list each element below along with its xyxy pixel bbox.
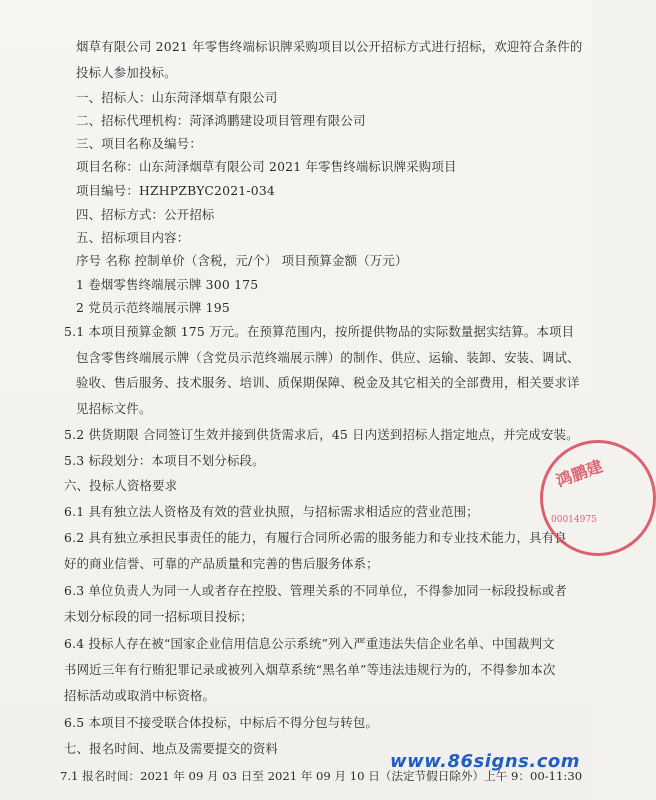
paragraph-line: 验收、售后服务、技术服务、培训、质保期保障、税金及其它相关的全部费用，相关要求详	[76, 375, 580, 390]
table-row: 2 党员示范终端展示牌 195	[76, 300, 230, 315]
paragraph-line: 6.2 具有独立承担民事责任的能力，有履行合同所必需的服务能力和专业技术能力，具有良	[64, 530, 567, 545]
paragraph-line: 未划分标段的同一招标项目投标；	[64, 609, 253, 624]
paragraph-line: 5.2 供货期限 合同签订生效并接到供货需求后，45 日内送到招标人指定地点，并完成安装。	[64, 427, 579, 442]
paragraph-line: 5.1 本项目预算金额 175 万元。在预算范围内，按所提供物品的实际数量据实结算。本项目	[64, 324, 575, 339]
section-heading: 一、招标人：山东菏泽烟草有限公司	[76, 90, 278, 105]
paragraph-line: 包含零售终端展示牌（含党员示范终端展示牌）的制作、供应、运输、装卸、安装、调试、	[76, 350, 580, 365]
seal-code: 00014975	[551, 515, 597, 525]
table-row: 1 卷烟零售终端展示牌 300 175	[76, 277, 259, 292]
paragraph-line: 项目名称：山东菏泽烟草有限公司 2021 年零售终端标识牌采购项目	[76, 159, 457, 174]
section-heading: 七、报名时间、地点及需要提交的资料	[64, 741, 279, 756]
paragraph-line: 招标活动或取消中标资格。	[64, 688, 216, 703]
table-header-row: 序号 名称 控制单价（含税，元/个） 项目预算金额（万元）	[76, 253, 408, 268]
paragraph-line: 书网近三年有行贿犯罪记录或被列入烟草系统“黑名单”等违法违规行为的，不得参加本次	[64, 662, 556, 677]
paragraph-line: 6.1 具有独立法人资格及有效的营业执照，与招标需求相适应的营业范围；	[64, 504, 479, 519]
section-heading: 二、招标代理机构：菏泽鸿鹏建设项目管理有限公司	[76, 113, 366, 128]
paragraph-line: 好的商业信誉、可靠的产品质量和完善的售后服务体系；	[64, 556, 379, 571]
paragraph-line: 项目编号：HZHPZBYC2021-034	[76, 183, 276, 198]
paragraph-line: 6.3 单位负责人为同一人或者存在控股、管理关系的不同单位，不得参加同一标段投标或者	[64, 583, 567, 598]
section-heading: 四、招标方式：公开招标	[76, 207, 215, 222]
section-heading: 三、项目名称及编号：	[76, 136, 202, 151]
paragraph-line: 见招标文件。	[76, 401, 152, 416]
section-heading: 六、投标人资格要求	[64, 478, 178, 493]
site-watermark: www.86signs.com	[389, 751, 580, 772]
paragraph-line: 投标人参加投标。	[76, 65, 177, 80]
paragraph-line: 5.3 标段划分：本项目不划分标段。	[64, 453, 265, 468]
paragraph-line: 烟草有限公司 2021 年零售终端标识牌采购项目以公开招标方式进行招标，欢迎符合条件的	[76, 39, 583, 54]
section-heading: 五、招标项目内容：	[76, 230, 190, 245]
paragraph-line: 6.4 投标人存在被“国家企业信用信息公示系统”列入严重违法失信企业名单、中国裁判文	[64, 636, 555, 651]
paragraph-line: 6.5 本项目不接受联合体投标，中标后不得分包与转包。	[64, 715, 379, 730]
paragraph-line: 7.1 报名时间：2021 年 09 月 03 日至 2021 年 09 月 10 日（法定节假日除外）上午 9：00-11:30	[60, 769, 583, 783]
company-seal	[540, 440, 656, 556]
seal-text: 鸿鹏建	[553, 456, 606, 491]
